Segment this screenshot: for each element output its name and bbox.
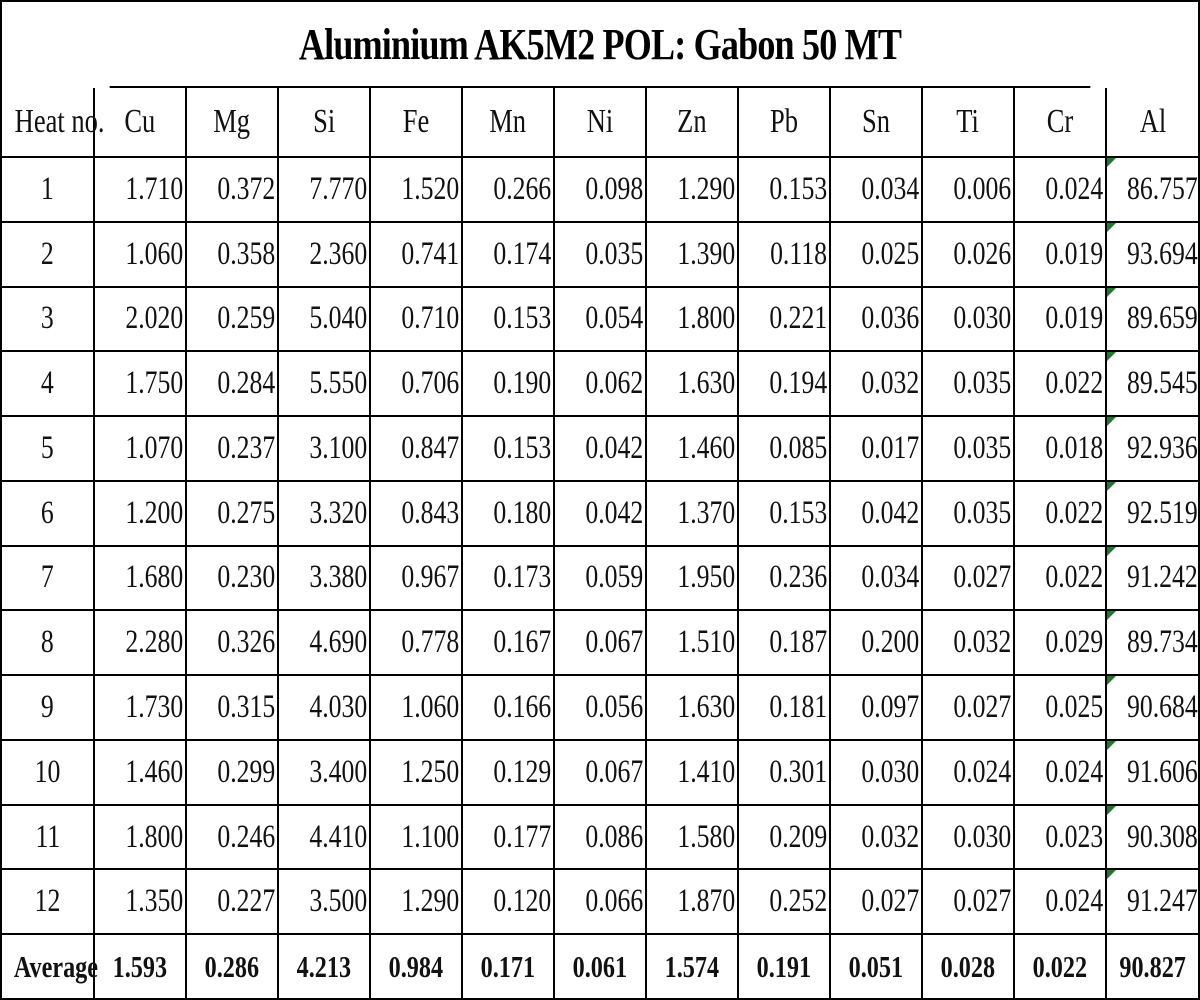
cell-sn[interactable]: 0.200 (830, 610, 922, 675)
cell-sn[interactable]: 0.097 (830, 675, 922, 740)
cell-pb[interactable]: 0.221 (738, 287, 830, 352)
cell-mn[interactable]: 0.190 (462, 351, 554, 416)
cell-sn[interactable]: 0.036 (830, 287, 922, 352)
cell-cu[interactable]: 2.020 (94, 287, 186, 352)
cell-zn[interactable]: 1.630 (646, 675, 738, 740)
cell-sn[interactable]: 0.030 (830, 740, 922, 805)
cell-fe[interactable]: 1.250 (370, 740, 462, 805)
average-cell-cu[interactable]: 1.593 (94, 934, 186, 998)
cell-cu[interactable]: 1.460 (94, 740, 186, 805)
average-cell-ti[interactable]: 0.028 (922, 934, 1014, 998)
composition-table (2, 88, 1198, 998)
cell-ti[interactable]: 0.035 (922, 481, 1014, 546)
cell-cr[interactable]: 0.024 (1014, 869, 1106, 934)
cell-ti[interactable]: 0.035 (922, 416, 1014, 481)
cell-zn[interactable]: 1.950 (646, 546, 738, 611)
table-row (2, 740, 1198, 805)
cell-zn[interactable]: 1.580 (646, 805, 738, 870)
cell-heat-no[interactable]: 6 (2, 481, 94, 546)
cell-sn[interactable]: 0.034 (830, 546, 922, 611)
cell-pb[interactable]: 0.153 (738, 481, 830, 546)
cell-cu[interactable]: 1.680 (94, 546, 186, 611)
cell-ti[interactable]: 0.026 (922, 222, 1014, 287)
cell-zn[interactable]: 1.510 (646, 610, 738, 675)
table-row (2, 805, 1198, 870)
cell-pb[interactable]: 0.301 (738, 740, 830, 805)
header-cell-ni[interactable]: Ni (554, 88, 646, 157)
cell-heat-no[interactable]: 8 (2, 610, 94, 675)
cell-al[interactable]: 91.247 (1106, 869, 1198, 934)
cell-heat-no[interactable]: 5 (2, 416, 94, 481)
cell-ti[interactable]: 0.027 (922, 869, 1014, 934)
table-row (2, 546, 1198, 611)
cell-zn[interactable]: 1.410 (646, 740, 738, 805)
table-body (2, 157, 1198, 998)
cell-al[interactable]: 90.684 (1106, 675, 1198, 740)
cell-al[interactable]: 89.545 (1106, 351, 1198, 416)
cell-si[interactable]: 7.770 (278, 157, 370, 222)
average-cell-cr[interactable]: 0.022 (1014, 934, 1106, 998)
cell-ni[interactable]: 0.035 (554, 222, 646, 287)
cell-fe[interactable]: 0.778 (370, 610, 462, 675)
cell-si[interactable]: 3.320 (278, 481, 370, 546)
average-cell-heat-no[interactable]: Average (2, 934, 94, 998)
cell-sn[interactable]: 0.017 (830, 416, 922, 481)
table-row (2, 481, 1198, 546)
cell-pb[interactable]: 0.252 (738, 869, 830, 934)
cell-cu[interactable]: 1.730 (94, 675, 186, 740)
cell-mg[interactable]: 0.227 (186, 869, 278, 934)
cell-heat-no[interactable]: 12 (2, 869, 94, 934)
header-cell-fe[interactable]: Fe (370, 88, 462, 157)
average-cell-zn[interactable]: 1.574 (646, 934, 738, 998)
cell-si[interactable]: 5.550 (278, 351, 370, 416)
cell-zn[interactable]: 1.390 (646, 222, 738, 287)
cell-mn[interactable]: 0.153 (462, 416, 554, 481)
average-cell-ni[interactable]: 0.061 (554, 934, 646, 998)
cell-heat-no[interactable]: 3 (2, 287, 94, 352)
cell-cu[interactable]: 1.070 (94, 416, 186, 481)
cell-sn[interactable]: 0.032 (830, 351, 922, 416)
cell-ni[interactable]: 0.086 (554, 805, 646, 870)
header-cell-mg[interactable]: Mg (186, 88, 278, 157)
cell-mn[interactable]: 0.266 (462, 157, 554, 222)
cell-cr[interactable]: 0.029 (1014, 610, 1106, 675)
cell-heat-no[interactable]: 7 (2, 546, 94, 611)
cell-ni[interactable]: 0.067 (554, 740, 646, 805)
cell-cr[interactable]: 0.024 (1014, 740, 1106, 805)
header-cell-cu[interactable]: Cu (94, 88, 186, 157)
cell-si[interactable]: 3.100 (278, 416, 370, 481)
cell-sn[interactable]: 0.034 (830, 157, 922, 222)
cell-mg[interactable]: 0.358 (186, 222, 278, 287)
header-cell-sn[interactable]: Sn (830, 88, 922, 157)
sheet-title: Aluminium AK5M2 POL: Gabon 50 MT (110, 2, 1091, 88)
cell-cu[interactable]: 1.750 (94, 351, 186, 416)
cell-cr[interactable]: 0.023 (1014, 805, 1106, 870)
cell-mn[interactable]: 0.120 (462, 869, 554, 934)
cell-si[interactable]: 4.410 (278, 805, 370, 870)
cell-ti[interactable]: 0.030 (922, 805, 1014, 870)
cell-mg[interactable]: 0.315 (186, 675, 278, 740)
cell-cu[interactable]: 1.800 (94, 805, 186, 870)
cell-ni[interactable]: 0.062 (554, 351, 646, 416)
cell-mn[interactable]: 0.173 (462, 546, 554, 611)
cell-zn[interactable]: 1.630 (646, 351, 738, 416)
cell-pb[interactable]: 0.236 (738, 546, 830, 611)
cell-ni[interactable]: 0.054 (554, 287, 646, 352)
cell-heat-no[interactable]: 1 (2, 157, 94, 222)
cell-heat-no[interactable]: 11 (2, 805, 94, 870)
average-cell-mg[interactable]: 0.286 (186, 934, 278, 998)
cell-cr[interactable]: 0.019 (1014, 287, 1106, 352)
cell-cr[interactable]: 0.019 (1014, 222, 1106, 287)
cell-cu[interactable]: 2.280 (94, 610, 186, 675)
header-cell-al[interactable]: Al (1106, 88, 1198, 157)
cell-ti[interactable]: 0.006 (922, 157, 1014, 222)
cell-cr[interactable]: 0.022 (1014, 546, 1106, 611)
cell-pb[interactable]: 0.209 (738, 805, 830, 870)
header-cell-si[interactable]: Si (278, 88, 370, 157)
cell-cr[interactable]: 0.022 (1014, 481, 1106, 546)
cell-ni[interactable]: 0.042 (554, 481, 646, 546)
average-cell-mn[interactable]: 0.171 (462, 934, 554, 998)
cell-zn[interactable]: 1.460 (646, 416, 738, 481)
cell-mn[interactable]: 0.174 (462, 222, 554, 287)
cell-fe[interactable]: 0.847 (370, 416, 462, 481)
cell-zn[interactable]: 1.870 (646, 869, 738, 934)
cell-si[interactable]: 4.030 (278, 675, 370, 740)
header-cell-zn[interactable]: Zn (646, 88, 738, 157)
cell-mg[interactable]: 0.259 (186, 287, 278, 352)
cell-sn[interactable]: 0.025 (830, 222, 922, 287)
cell-si[interactable]: 3.380 (278, 546, 370, 611)
cell-cr[interactable]: 0.018 (1014, 416, 1106, 481)
header-cell-ti[interactable]: Ti (922, 88, 1014, 157)
cell-cu[interactable]: 1.710 (94, 157, 186, 222)
cell-al[interactable]: 86.757 (1106, 157, 1198, 222)
table-row (2, 416, 1198, 481)
cell-heat-no[interactable]: 9 (2, 675, 94, 740)
cell-heat-no[interactable]: 4 (2, 351, 94, 416)
header-cell-cr[interactable]: Cr (1014, 88, 1106, 157)
cell-fe[interactable]: 1.060 (370, 675, 462, 740)
cell-mn[interactable]: 0.167 (462, 610, 554, 675)
cell-cu[interactable]: 1.200 (94, 481, 186, 546)
cell-fe[interactable]: 1.290 (370, 869, 462, 934)
average-cell-pb[interactable]: 0.191 (738, 934, 830, 998)
cell-fe[interactable]: 0.967 (370, 546, 462, 611)
cell-al[interactable]: 93.694 (1106, 222, 1198, 287)
table-row (2, 351, 1198, 416)
cell-pb[interactable]: 0.153 (738, 157, 830, 222)
cell-zn[interactable]: 1.370 (646, 481, 738, 546)
cell-mg[interactable]: 0.326 (186, 610, 278, 675)
cell-al[interactable]: 92.936 (1106, 416, 1198, 481)
cell-mg[interactable]: 0.275 (186, 481, 278, 546)
cell-mn[interactable]: 0.166 (462, 675, 554, 740)
cell-ni[interactable]: 0.059 (554, 546, 646, 611)
cell-ni[interactable]: 0.066 (554, 869, 646, 934)
cell-ni[interactable]: 0.042 (554, 416, 646, 481)
table-row (2, 675, 1198, 740)
cell-fe[interactable]: 1.520 (370, 157, 462, 222)
table-row (2, 222, 1198, 287)
average-cell-fe[interactable]: 0.984 (370, 934, 462, 998)
cell-mg[interactable]: 0.372 (186, 157, 278, 222)
average-row (2, 934, 1198, 998)
cell-al[interactable]: 89.734 (1106, 610, 1198, 675)
table-row (2, 610, 1198, 675)
cell-al[interactable]: 91.242 (1106, 546, 1198, 611)
cell-fe[interactable]: 1.100 (370, 805, 462, 870)
cell-mn[interactable]: 0.129 (462, 740, 554, 805)
cell-al[interactable]: 91.606 (1106, 740, 1198, 805)
cell-si[interactable]: 3.400 (278, 740, 370, 805)
cell-mg[interactable]: 0.237 (186, 416, 278, 481)
cell-mn[interactable]: 0.180 (462, 481, 554, 546)
cell-pb[interactable]: 0.187 (738, 610, 830, 675)
cell-ti[interactable]: 0.027 (922, 546, 1014, 611)
header-cell-pb[interactable]: Pb (738, 88, 830, 157)
table-row (2, 157, 1198, 222)
cell-mn[interactable]: 0.153 (462, 287, 554, 352)
cell-ti[interactable]: 0.030 (922, 287, 1014, 352)
header-cell-heat-no[interactable]: Heat no. (2, 88, 94, 157)
cell-cr[interactable]: 0.022 (1014, 351, 1106, 416)
cell-zn[interactable]: 1.290 (646, 157, 738, 222)
cell-sn[interactable]: 0.027 (830, 869, 922, 934)
cell-mg[interactable]: 0.230 (186, 546, 278, 611)
average-cell-sn[interactable]: 0.051 (830, 934, 922, 998)
cell-si[interactable]: 4.690 (278, 610, 370, 675)
cell-ti[interactable]: 0.035 (922, 351, 1014, 416)
cell-pb[interactable]: 0.118 (738, 222, 830, 287)
cell-cr[interactable]: 0.024 (1014, 157, 1106, 222)
cell-pb[interactable]: 0.085 (738, 416, 830, 481)
cell-mg[interactable]: 0.299 (186, 740, 278, 805)
cell-si[interactable]: 2.360 (278, 222, 370, 287)
average-cell-al[interactable]: 90.827 (1106, 934, 1198, 998)
cell-ti[interactable]: 0.032 (922, 610, 1014, 675)
cell-heat-no[interactable]: 2 (2, 222, 94, 287)
header-cell-mn[interactable]: Mn (462, 88, 554, 157)
cell-ni[interactable]: 0.067 (554, 610, 646, 675)
cell-si[interactable]: 5.040 (278, 287, 370, 352)
cell-cu[interactable]: 1.350 (94, 869, 186, 934)
cell-al[interactable]: 90.308 (1106, 805, 1198, 870)
cell-mg[interactable]: 0.246 (186, 805, 278, 870)
cell-fe[interactable]: 0.843 (370, 481, 462, 546)
cell-sn[interactable]: 0.042 (830, 481, 922, 546)
cell-fe[interactable]: 0.706 (370, 351, 462, 416)
cell-fe[interactable]: 0.710 (370, 287, 462, 352)
cell-si[interactable]: 3.500 (278, 869, 370, 934)
cell-ni[interactable]: 0.098 (554, 157, 646, 222)
cell-heat-no[interactable]: 10 (2, 740, 94, 805)
cell-cr[interactable]: 0.025 (1014, 675, 1106, 740)
cell-sn[interactable]: 0.032 (830, 805, 922, 870)
average-cell-si[interactable]: 4.213 (278, 934, 370, 998)
header-row (2, 88, 1198, 157)
cell-pb[interactable]: 0.181 (738, 675, 830, 740)
cell-al[interactable]: 92.519 (1106, 481, 1198, 546)
cell-zn[interactable]: 1.800 (646, 287, 738, 352)
cell-cu[interactable]: 1.060 (94, 222, 186, 287)
cell-mg[interactable]: 0.284 (186, 351, 278, 416)
cell-ni[interactable]: 0.056 (554, 675, 646, 740)
cell-pb[interactable]: 0.194 (738, 351, 830, 416)
table-row (2, 287, 1198, 352)
cell-ti[interactable]: 0.024 (922, 740, 1014, 805)
cell-al[interactable]: 89.659 (1106, 287, 1198, 352)
table-row (2, 869, 1198, 934)
cell-fe[interactable]: 0.741 (370, 222, 462, 287)
cell-mn[interactable]: 0.177 (462, 805, 554, 870)
cell-ti[interactable]: 0.027 (922, 675, 1014, 740)
